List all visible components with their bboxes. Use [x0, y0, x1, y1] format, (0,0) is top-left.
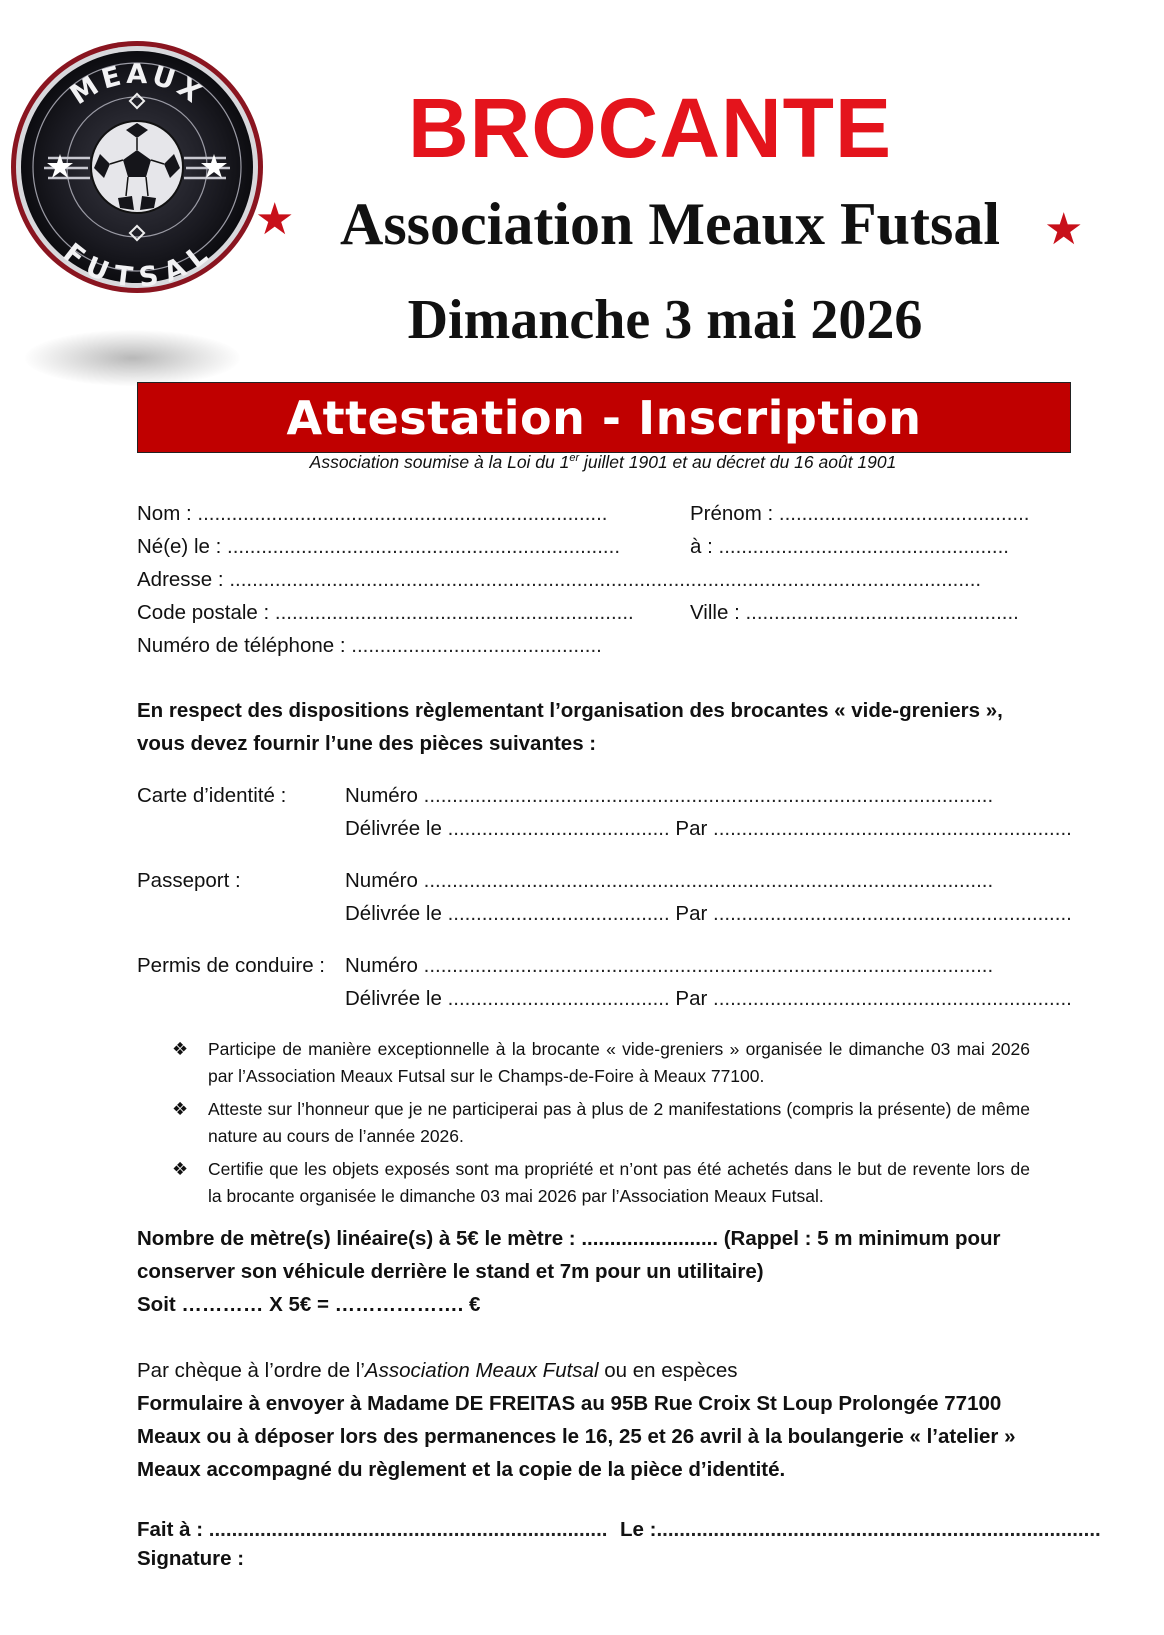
declaration-item: ❖ Atteste sur l’honneur que je ne participerai pas à plus de 2 manifestations (compris la présente) de même nature au cours de l’année 2026. — [172, 1096, 1030, 1150]
doc-delivree-permis[interactable]: Délivrée le ....................................... Par ............................................................... — [345, 987, 1072, 1010]
doc-numero-permis[interactable]: Numéro .................................................................................................... — [345, 954, 994, 977]
doc-label-passeport: Passeport : — [137, 869, 241, 892]
diamond-bullet-icon: ❖ — [172, 1159, 189, 1179]
star-right-icon: ★ — [1044, 205, 1084, 254]
declarations-list — [172, 1036, 1030, 1216]
payment-section: Par chèque à l’ordre de l’Association Meaux Futsal ou en espèces Formulaire à envoyer à Madame DE FREITAS au 95B Rue Croix St Loup Prolongée 77100 Meaux ou à déposer lors des permanences le 16, 25 et 26 avril à la boulangerie « l’atelier » Meaux accompagné du règlement et la copie de la pièce d’identité. — [137, 1359, 1016, 1481]
logo-bottom-text: FUTSAL — [57, 237, 217, 294]
birthdate-field[interactable]: Né(e) le : ..................................................................... — [137, 535, 621, 558]
logo-shadow — [25, 330, 240, 386]
signature-field[interactable]: Signature : — [137, 1547, 245, 1570]
diamond-bullet-icon: ❖ — [172, 1039, 189, 1059]
intro-text: En respect des dispositions règlementant l’organisation des brocantes « vide-greniers », vous devez fournir l’une des pièces suivantes : — [137, 699, 1003, 755]
doc-numero-passeport[interactable]: Numéro .................................................................................................... — [345, 869, 994, 892]
diamond-bullet-icon: ❖ — [172, 1099, 189, 1119]
soccer-ball-icon — [91, 121, 183, 213]
meaux-futsal-logo — [8, 38, 266, 296]
doc-numero-carte[interactable]: Numéro .................................................................................................... — [345, 784, 994, 807]
prenom-field[interactable]: Prénom : ............................................ — [690, 502, 1030, 525]
declaration-item: ❖ Certifie que les objets exposés sont ma propriété et n’ont pas été achetés dans le but de revente lors de la brocante organisée le dimanche 03 mai 2026 par l’Association Meaux Futsal. — [172, 1156, 1030, 1210]
banner-label: Attestation - Inscription — [286, 390, 922, 445]
association-name: Association Meaux Futsal — [340, 191, 1000, 257]
page-title: BROCANTE — [408, 81, 892, 175]
phone-field[interactable]: Numéro de téléphone : ............................................ — [137, 634, 602, 657]
birthplace-field[interactable]: à : ................................................... — [690, 535, 1009, 558]
address-field[interactable]: Adresse : .................................................................................................................................... — [137, 568, 982, 591]
date-field[interactable]: Le :.............................................................................. — [620, 1518, 1101, 1541]
doc-delivree-carte[interactable]: Délivrée le ....................................... Par ............................................................... — [345, 817, 1072, 840]
fait-a-field[interactable]: Fait à : ...................................................................... — [137, 1518, 608, 1541]
doc-label-permis: Permis de conduire : — [137, 954, 326, 977]
postcode-field[interactable]: Code postale : ............................................................... — [137, 601, 634, 624]
legal-notice: Association soumise à la Loi du 1er juillet 1901 et au décret du 16 août 1901 — [309, 452, 897, 472]
pricing-section[interactable]: Nombre de mètre(s) linéaire(s) à 5€ le mètre : ........................ (Rappel : 5 m minimum pour conserver son véhicule derrière le stand et 7m pour un utilitaire) Soit ………… X 5€ = ………………. € — [137, 1227, 1001, 1316]
logo-top-text: MEAUX — [64, 58, 210, 112]
doc-delivree-passeport[interactable]: Délivrée le ....................................... Par ............................................................... — [345, 902, 1072, 925]
event-date: Dimanche 3 mai 2026 — [407, 289, 923, 351]
star-left-icon: ★ — [255, 195, 295, 244]
nom-field[interactable]: Nom : ........................................................................ — [137, 502, 608, 525]
form-banner — [137, 382, 1071, 453]
doc-label-carte: Carte d’identité : — [137, 784, 287, 807]
declaration-item: ❖ Participe de manière exceptionnelle à la brocante « vide-greniers » organisée le dimanche 03 mai 2026 par l’Association Meaux Futsal sur le Champs-de-Foire à Meaux 77100. — [172, 1036, 1030, 1090]
city-field[interactable]: Ville : ................................................ — [690, 601, 1019, 624]
